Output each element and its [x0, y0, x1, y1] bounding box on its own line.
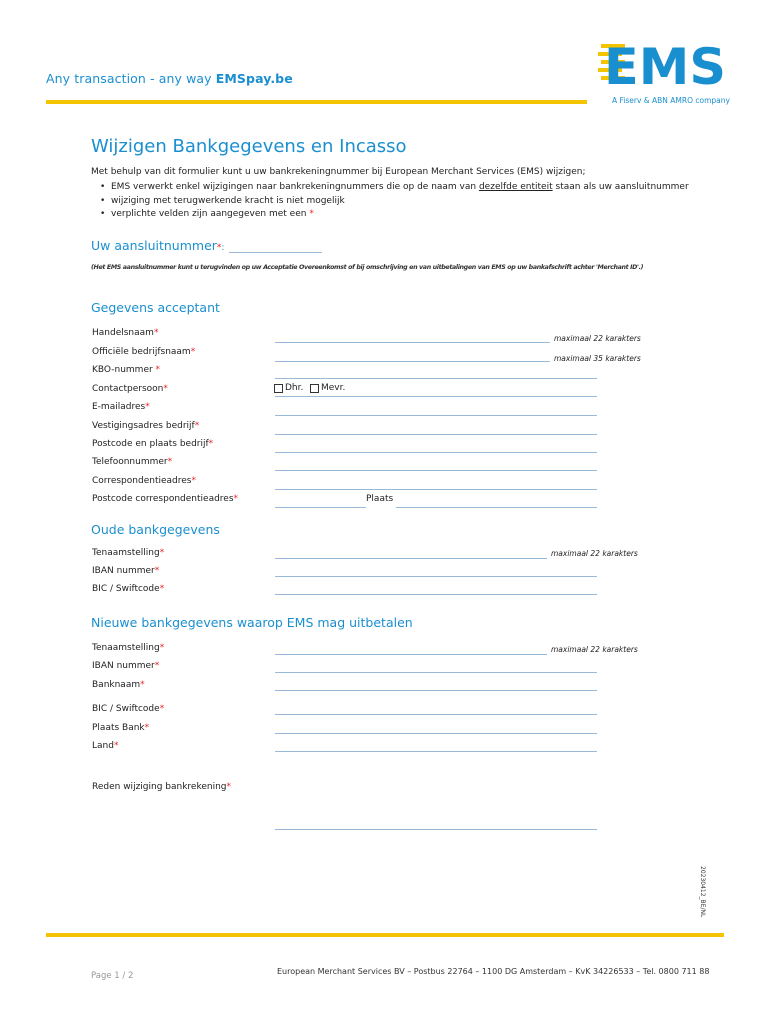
plaats-bank-input[interactable] [275, 733, 597, 734]
bullet-required-text: verplichte velden zijn aangegeven met een [111, 209, 310, 219]
required-asterisk: * [159, 548, 165, 558]
handelsnaam-input[interactable] [275, 342, 550, 343]
oud-bic-input[interactable] [275, 594, 597, 595]
required-asterisk: * [154, 566, 160, 576]
aansluitnummer-label [91, 238, 224, 253]
label-postcode-correspondentie [92, 494, 238, 504]
required-asterisk: * [194, 421, 200, 431]
label-banknaam [92, 680, 145, 690]
footer-rule [46, 933, 724, 937]
required-asterisk: * [190, 347, 196, 357]
correspondentieadres-input[interactable] [275, 489, 597, 490]
bullet-required [100, 208, 689, 222]
label-handelsnaam-text: Handelsnaam [92, 328, 154, 338]
label-oud-tenaamstelling [92, 548, 164, 558]
label-postcode-correspondentie-text: Postcode correspondentieadres [92, 494, 234, 504]
checkbox-mevr-box[interactable] [310, 384, 319, 393]
label-plaats-bank [92, 723, 149, 733]
bullet-entity-text-a: EMS verwerkt enkel wijzigingen naar bankrekeningnummers die op de naam van [111, 182, 479, 192]
oud-tenaamstelling-max-hint: maximaal 22 karakters [551, 549, 638, 558]
label-correspondentieadres-text: Correspondentieadres [92, 476, 192, 486]
handelsnaam-max-hint: maximaal 22 karakters [554, 334, 641, 343]
logo-text: EMS [604, 38, 726, 88]
required-asterisk: * [153, 328, 159, 338]
section-oude-bankgegevens: Oude bankgegevens [91, 522, 220, 537]
label-oud-tenaamstelling-text: Tenaamstelling [92, 548, 160, 558]
label-contactpersoon-text: Contactpersoon [92, 384, 164, 394]
label-reden-wijziging-text: Reden wijziging bankrekening [92, 782, 227, 792]
required-asterisk: * [216, 243, 222, 253]
label-postcode-bedrijf-text: Postcode en plaats bedrijf [92, 439, 209, 449]
required-asterisk: * [145, 402, 150, 412]
checkbox-dhr-label: Dhr. [285, 383, 304, 393]
label-reden-wijziging [92, 782, 231, 792]
required-asterisk: * [191, 476, 196, 486]
label-email-text: E-mailadres [92, 402, 146, 412]
required-asterisk: * [208, 439, 214, 449]
required-asterisk: * [163, 384, 168, 394]
label-plaats-bank-text: Plaats Bank [92, 723, 145, 733]
label-email [92, 402, 150, 412]
required-asterisk: * [159, 584, 165, 594]
land-input[interactable] [275, 751, 597, 752]
checkbox-dhr[interactable] [274, 383, 303, 393]
label-oud-bic-text: BIC / Swiftcode [92, 584, 160, 594]
oud-tenaamstelling-input[interactable] [275, 558, 547, 559]
page-number: Page 1 / 2 [91, 971, 134, 981]
aansluitnummer-colon: : [221, 243, 225, 253]
section-nieuwe-bankgegevens: Nieuwe bankgegevens waarop EMS mag uitbetalen [91, 615, 413, 630]
footer-address: European Merchant Services BV – Postbus 22764 – 1100 DG Amsterdam – KvK 34226533 – Tel. 0800 711 88 [277, 967, 710, 976]
label-kbo [92, 365, 160, 375]
label-oud-iban-text: IBAN nummer [92, 566, 155, 576]
label-handelsnaam [92, 328, 158, 338]
checkbox-mevr[interactable] [310, 383, 345, 393]
label-oud-iban [92, 566, 159, 576]
nieuw-bic-input[interactable] [275, 714, 597, 715]
required-asterisk: * [154, 661, 160, 671]
contactpersoon-input[interactable] [275, 396, 597, 397]
ems-logo [598, 38, 728, 88]
reden-wijziging-input[interactable] [275, 829, 597, 830]
email-input[interactable] [275, 415, 597, 416]
oud-iban-input[interactable] [275, 576, 597, 577]
required-asterisk: * [167, 457, 173, 467]
banknaam-input[interactable] [275, 690, 597, 691]
aansluitnummer-label-text: Uw aansluitnummer [91, 238, 217, 253]
aansluitnummer-input[interactable] [229, 252, 322, 253]
label-vestigingsadres-text: Vestigingsadres bedrijf [92, 421, 195, 431]
bedrijfsnaam-input[interactable] [275, 361, 550, 362]
label-bedrijfsnaam [92, 347, 195, 357]
aansluitnummer-note: (Het EMS aansluitnummer kunt u terugvinden op uw Acceptatie Overeenkomst of bij omschrijving en van uitbetalingen van EMS op uw bankafschrift achter 'Merchant ID'.) [91, 264, 644, 271]
nieuw-iban-input[interactable] [275, 672, 597, 673]
label-contactpersoon [92, 384, 168, 394]
tagline-text: Any transaction - any way [46, 71, 216, 86]
bullet-entity-underline: dezelfde entiteit [478, 182, 553, 192]
section-acceptant: Gegevens acceptant [91, 300, 220, 315]
label-telefoon [92, 457, 172, 467]
telefoon-input[interactable] [275, 470, 597, 471]
required-asterisk: * [140, 680, 145, 690]
intro-text: Met behulp van dit formulier kunt u uw bankrekeningnummer bij European Merchant Services (EMS) wijzigen; [91, 167, 586, 177]
label-land-text: Land [92, 741, 114, 751]
checkbox-mevr-label: Mevr. [321, 383, 346, 393]
bullet-entity-text-b: staan als uw aansluitnummer [552, 182, 689, 192]
label-vestigingsadres [92, 421, 199, 431]
label-nieuw-bic-text: BIC / Swiftcode [92, 704, 160, 714]
required-asterisk: * [309, 209, 314, 219]
plaats-input[interactable] [396, 507, 597, 508]
label-kbo-text: KBO-nummer [92, 365, 156, 375]
checkbox-dhr-box[interactable] [274, 384, 283, 393]
bullet-entity [100, 181, 689, 195]
label-oud-bic [92, 584, 164, 594]
bullet-retroactive: • wijziging met terugwerkende kracht is niet mogelijk [100, 195, 689, 209]
postcode-correspondentie-input[interactable] [275, 507, 366, 508]
required-asterisk: * [233, 494, 239, 504]
nieuw-tenaamstelling-input[interactable] [275, 654, 547, 655]
label-nieuw-iban-text: IBAN nummer [92, 661, 155, 671]
required-asterisk: * [159, 643, 165, 653]
document-code: 20230412_BE/NL [699, 866, 706, 918]
label-nieuw-iban [92, 661, 159, 671]
tagline-site-link[interactable]: EMSpay.be [215, 71, 293, 86]
required-asterisk: * [113, 741, 119, 751]
logo-subtitle: A Fiserv & ABN AMRO company [612, 96, 730, 105]
required-asterisk: * [155, 365, 161, 375]
required-asterisk: * [144, 723, 150, 733]
label-land [92, 741, 118, 751]
label-correspondentieadres [92, 476, 196, 486]
label-banknaam-text: Banknaam [92, 680, 141, 690]
label-nieuw-tenaamstelling-text: Tenaamstelling [92, 643, 160, 653]
document-title: Wijzigen Bankgegevens en Incasso [91, 136, 407, 157]
vestigingsadres-input[interactable] [275, 434, 597, 435]
header-rule [46, 100, 587, 104]
label-plaats: Plaats [366, 494, 394, 504]
label-nieuw-bic [92, 704, 164, 714]
kbo-input[interactable] [275, 378, 597, 379]
info-bullets [100, 181, 689, 222]
required-asterisk: * [226, 782, 232, 792]
tagline [46, 71, 293, 86]
label-nieuw-tenaamstelling [92, 643, 164, 653]
label-bedrijfsnaam-text: Officiële bedrijfsnaam [92, 347, 191, 357]
label-postcode-bedrijf [92, 439, 213, 449]
required-asterisk: * [159, 704, 165, 714]
label-telefoon-text: Telefoonnummer [92, 457, 168, 467]
nieuw-tenaamstelling-max-hint: maximaal 22 karakters [551, 645, 638, 654]
postcode-bedrijf-input[interactable] [275, 452, 597, 453]
bedrijfsnaam-max-hint: maximaal 35 karakters [554, 354, 641, 363]
